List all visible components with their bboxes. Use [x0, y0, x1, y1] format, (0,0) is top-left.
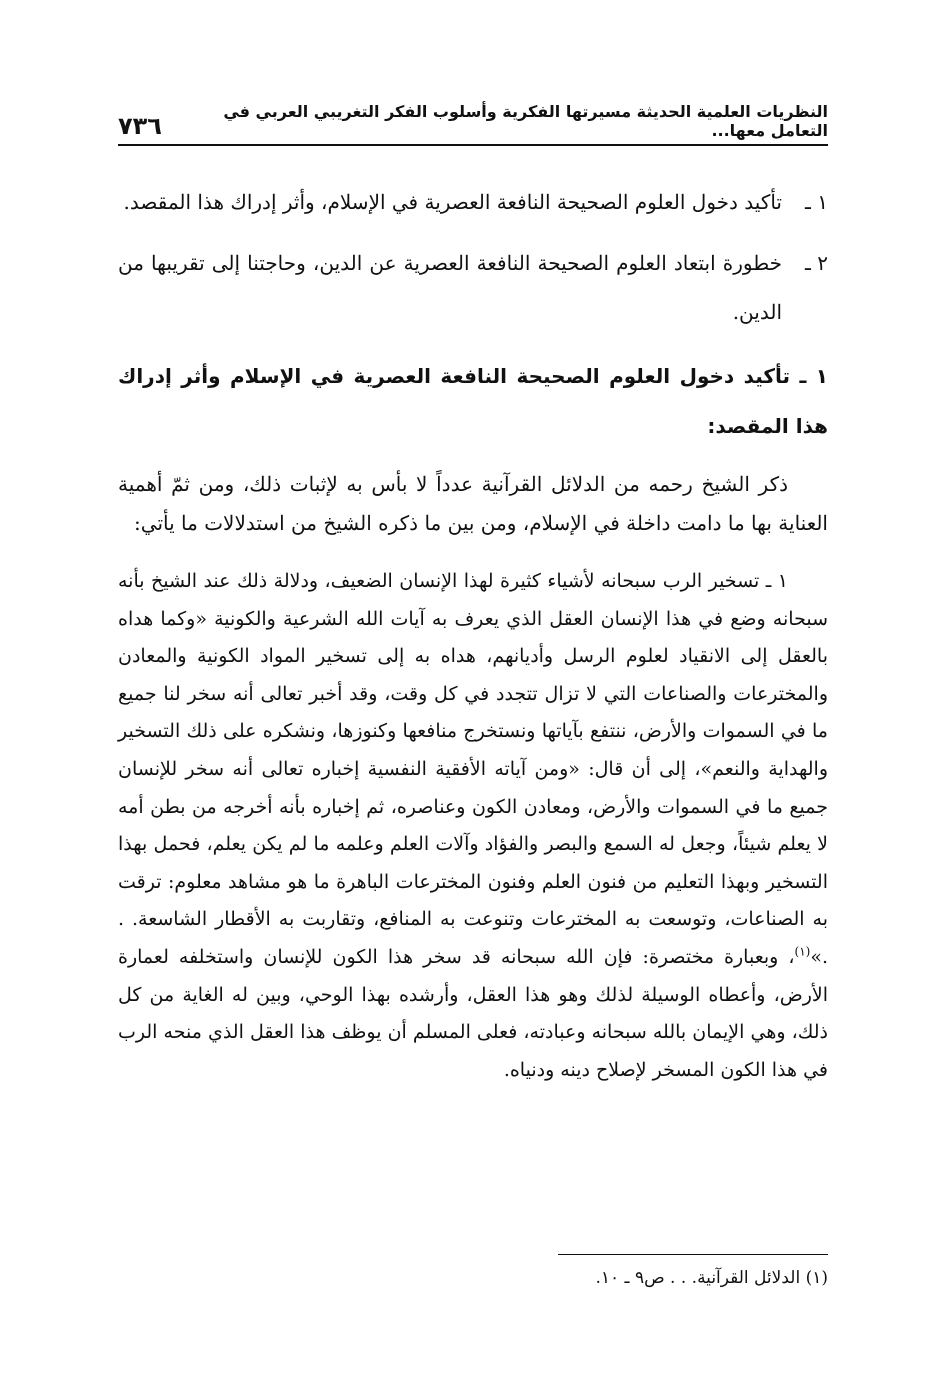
list-item-number: ٢ ـ [805, 251, 828, 275]
footnote: (١) الدلائل القرآنية. . . ص٩ ـ ١٠. [595, 1268, 828, 1288]
list-item [118, 178, 828, 227]
book-page [118, 100, 828, 1300]
list-item-text: خطورة ابتعاد العلوم الصحيحة النافعة العصرية عن الدين، وحاجتنا إلى تقريبها من الدين. [118, 251, 782, 324]
page-number: ٧٣٦ [118, 112, 162, 140]
paragraph-main-text: ١ ـ تسخير الرب سبحانه لأشياء كثيرة لهذا الإنسان الضعيف، ودلالة ذلك عند الشيخ بأنه سبحانه وضع في هذا الإنسان العقل الذي يعرف به آيات الله الشرعية والكونية «وكما هداه بالعقل إلى الانقياد لعلوم الرسل وأديانهم، هداه به إلى تسخير المواد الكونية والمعادن والمخترعات والصناعات التي لا تزال تتجدد في كل وقت، وقد أخبر تعالى أنه سخر لنا جميع ما في السموات والأرض، ننتفع بآياتها ونستخرج منافعها وكنوزها، ونشكره على ذلك التسخير والهداية والنعم»، إلى أن قال: «ومن آياته الأفقية النفسية إخباره تعالى أنه سخر للإنسان جميع ما في السموات والأرض، ومعادن الكون وعناصره، ثم إخباره بأنه أخرجه من بطن أمه لا يعلم شيئاً، وجعل له السمع والبصر والفؤاد وآلات العلم وعلمه ما لم يكن يعلم، فحمل بهذا التسخير وبهذا التعليم من فنون العلم وفنون المخترعات الباهرة ما هو مشاهد معلوم: ترقت به الصناعات، وتوسعت به المخترعات وتنوعت به المنافع، وتقاربت به الأقطار الشاسعة. . .» [118, 570, 828, 968]
page-header [118, 100, 828, 146]
paragraph-main-continuation: ، وبعبارة مختصرة: فإن الله سبحانه قد سخر هذا الكون للإنسان واستخلفه لعمارة الأرض، وأعطاه الوسيلة لذلك وهو هذا العقل، وأرشده بهذا الوحي، وبين له الغاية من كل ذلك، وهي الإيمان بالله سبحانه وعبادته، فعلى المسلم أن يوظف هذا العقل الذي منحه الرب في هذا الكون المسخر لإصلاح دينه ودنياه. [118, 945, 828, 1081]
list-item-text: تأكيد دخول العلوم الصحيحة النافعة العصرية في الإسلام، وأثر إدراك هذا المقصد. [123, 190, 782, 214]
paragraph-intro: ذكر الشيخ رحمه من الدلائل القرآنية عدداً لا بأس به لإثبات ذلك، ومن ثمّ أهمية العناية بها ما دامت داخلة في الإسلام، ومن بين ما ذكره الشيخ من استدلالات ما يأتي: [118, 472, 828, 535]
list-item [118, 239, 828, 337]
paragraph-main [118, 563, 828, 1089]
footnote-divider [558, 1254, 828, 1255]
running-title: النظريات العلمية الحديثة مسيرتها الفكرية وأسلوب الفكر التغريبي العربي في التعامل معها... [223, 102, 828, 140]
section-heading: ١ ـ تأكيد دخول العلوم الصحيحة النافعة العصرية في الإسلام وأثر إدراك هذا المقصد: [118, 364, 828, 438]
list-item-number: ١ ـ [805, 190, 828, 214]
footnote-reference: (١) [794, 944, 811, 959]
